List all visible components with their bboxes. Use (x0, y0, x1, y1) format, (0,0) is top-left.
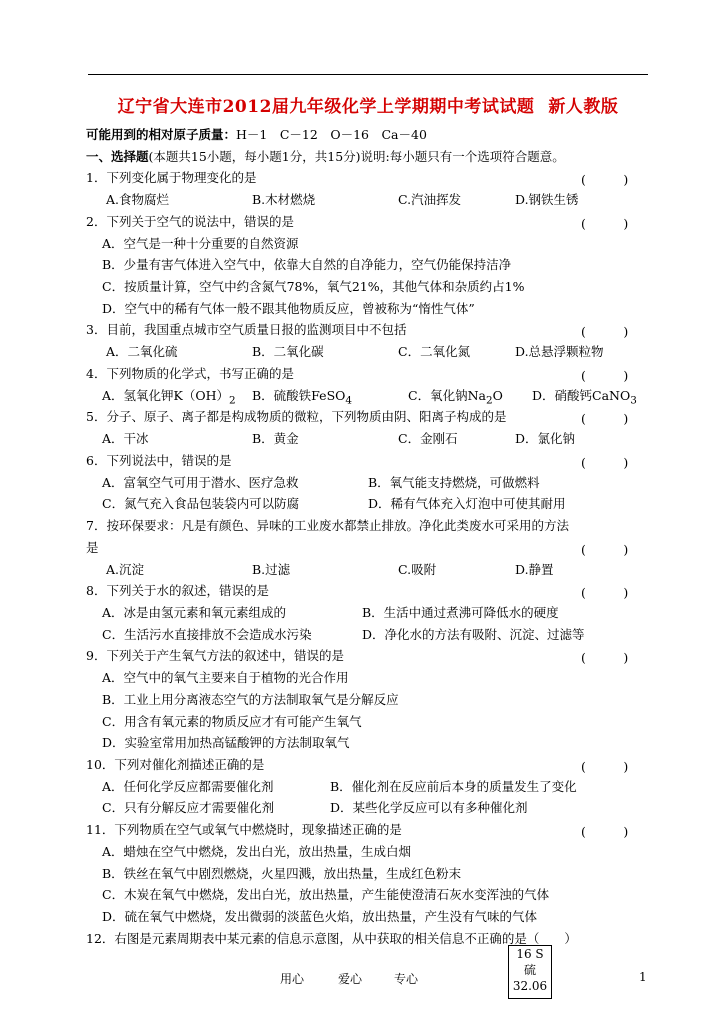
q3-option-b: B．二氧化碳 (252, 344, 324, 359)
section-note: (本题共15小题，每小题1分，共15分)说明:每小题只有一个选项符合题意。 (148, 149, 565, 164)
q5-option-c: C．金刚石 (398, 431, 458, 446)
section-heading (86, 149, 565, 165)
q2-option-c: C．按质量计算，空气中约含氮气78%，氧气21%，其他气体和杂质约占1% (102, 279, 525, 294)
q10-option-d: D．某些化学反应可以有多种催化剂 (330, 800, 528, 815)
section-title: 一、选择题 (86, 149, 149, 164)
q6-option-d: D．稀有气体充入灯泡中可使其耐用 (368, 496, 566, 511)
q4-option-c-tail: O (492, 388, 503, 403)
q9-option-b: B．工业上用分离液态空气的方法制取氧气是分解反应 (102, 692, 399, 707)
question-7-stem-continued: 是 (86, 540, 99, 555)
q1-option-d: D.钢铁生锈 (515, 192, 579, 207)
q3-option-a: A．二氧化硫 (106, 344, 178, 359)
q4-option-d-text: D．硝酸钙CaNO (532, 388, 631, 403)
q7-option-b: B.过滤 (252, 562, 291, 577)
answer-blank-6[interactable]: ( ) (581, 455, 629, 470)
q2-option-d: D．空气中的稀有气体一般不跟其他物质反应，曾被称为“惰性气体” (102, 301, 475, 316)
element-mass: 32.06 (512, 979, 548, 993)
q9-option-a: A．空气中的氧气主要来自于植物的光合作用 (102, 670, 349, 685)
title-main: 辽宁省大连市2012届九年级化学上学期期中考试试题 (117, 97, 535, 117)
page-number: 1 (639, 970, 647, 984)
answer-blank-1[interactable]: ( ) (581, 172, 629, 187)
question-11-stem: 11．下列物质在空气或氧气中燃烧时，现象描述正确的是 (86, 822, 402, 837)
q3-option-d: D.总悬浮颗粒物 (515, 344, 604, 359)
answer-blank-3[interactable]: ( ) (581, 324, 629, 339)
q1-option-b: B.木材燃烧 (252, 192, 316, 207)
question-4-stem: 4．下列物质的化学式，书写正确的是 (86, 366, 294, 381)
element-name: 硫 (523, 963, 536, 977)
answer-blank-5[interactable]: ( ) (581, 411, 629, 426)
q4-option-c (408, 388, 503, 409)
question-2-stem: 2．下列关于空气的说法中，错误的是 (86, 214, 294, 229)
q4-option-d (532, 388, 637, 409)
q4-option-c-subscript: 2 (485, 394, 493, 407)
q4-option-b-subscript: 4 (345, 394, 353, 407)
question-1-stem: 1．下列变化属于物理变化的是 (86, 170, 257, 185)
page-title (88, 92, 648, 117)
q2-option-a: A．空气是一种十分重要的自然资源 (102, 236, 299, 251)
footer-word-2: 爱心 (338, 972, 363, 986)
answer-blank-7[interactable]: ( ) (581, 542, 629, 557)
q6-option-a: A．富氧空气可用于潜水、医疗急救 (102, 475, 299, 490)
q10-option-a: A．任何化学反应都需要催化剂 (102, 779, 274, 794)
question-10-stem: 10．下列对催化剂描述正确的是 (86, 757, 265, 772)
q10-option-c: C．只有分解反应才需要催化剂 (102, 800, 275, 815)
answer-blank-8[interactable]: ( ) (581, 585, 629, 600)
q7-option-d: D.静置 (515, 562, 554, 577)
atomic-masses-values: H－1 C－12 O－16 Ca－40 (236, 127, 427, 142)
answer-blank-4[interactable]: ( ) (581, 368, 629, 383)
element-info-card (508, 945, 552, 999)
q8-option-d: D．净化水的方法有吸附、沉淀、过滤等 (362, 627, 585, 642)
q4-option-a (102, 388, 236, 409)
q11-option-c: C．木炭在氧气中燃烧，发出白光，放出热量，产生能使澄清石灰水变浑浊的气体 (102, 887, 550, 902)
question-7-stem: 7．按环保要求：凡是有颜色、异味的工业废水都禁止排放。净化此类废水可采用的方法 (86, 518, 569, 533)
q1-option-a: A.食物腐烂 (106, 192, 170, 207)
header-rule (88, 74, 648, 75)
title-edition: 新人教版 (548, 97, 619, 117)
q9-option-d: D．实验室常用加热高锰酸钾的方法制取氧气 (102, 735, 350, 750)
question-8-stem: 8．下列关于水的叙述，错误的是 (86, 583, 269, 598)
element-number-symbol: 16 S (516, 947, 544, 961)
q10-option-b: B．催化剂在反应前后本身的质量发生了变化 (330, 779, 577, 794)
question-9-stem: 9．下列关于产生氧气方法的叙述中，错误的是 (86, 648, 344, 663)
q4-option-a-subscript: 2 (229, 394, 236, 407)
q4-option-a-text: A．氢氧化钾K（OH） (102, 388, 230, 403)
q4-option-d-subscript: 3 (630, 394, 637, 407)
q6-option-c: C．氮气充入食品包装袋内可以防腐 (102, 496, 300, 511)
q2-option-b: B．少量有害气体进入空气中，依靠大自然的自净能力，空气仍能保持洁净 (102, 257, 512, 272)
q6-option-b: B．氧气能支持燃烧，可做燃料 (368, 475, 540, 490)
q7-option-a: A.沉淀 (106, 562, 145, 577)
question-12-stem: 12．右图是元素周期表中某元素的信息示意图，从中获取的相关信息不正确的是（ ） (86, 931, 577, 946)
q8-option-a: A．冰是由氢元素和氧元素组成的 (102, 605, 287, 620)
atomic-masses-label: 可能用到的相对原子质量： (86, 127, 237, 142)
q11-option-a: A．蜡烛在空气中燃烧，发出白光，放出热量，生成白烟 (102, 844, 412, 859)
q7-option-c: C.吸附 (398, 562, 437, 577)
question-5-stem: 5．分子、原子、离子都是构成物质的微粒，下列物质由阴、阳离子构成的是 (86, 409, 507, 424)
q5-option-d: D．氯化钠 (515, 431, 576, 446)
q5-option-b: B．黄金 (252, 431, 299, 446)
q4-option-b (252, 388, 352, 409)
q9-option-c: C．用含有氧元素的物质反应才有可能产生氧气 (102, 714, 362, 729)
question-6-stem: 6．下列说法中，错误的是 (86, 453, 232, 468)
answer-blank-11[interactable]: ( ) (581, 824, 629, 839)
q3-option-c: C．二氧化氮 (398, 344, 471, 359)
q1-option-c: C.汽油挥发 (398, 192, 462, 207)
answer-blank-2[interactable]: ( ) (581, 216, 629, 231)
q8-option-c: C．生活污水直接排放不会造成水污染 (102, 627, 312, 642)
q4-option-c-text: C．氧化钠Na (408, 388, 486, 403)
answer-blank-10[interactable]: ( ) (581, 759, 629, 774)
atomic-masses (86, 127, 427, 143)
q8-option-b: B．生活中通过煮沸可降低水的硬度 (362, 605, 559, 620)
question-3-stem: 3．目前，我国重点城市空气质量日报的监测项目中不包括 (86, 322, 407, 337)
q11-option-d: D．硫在氧气中燃烧，发出微弱的淡蓝色火焰，放出热量，产生没有气味的气体 (102, 909, 538, 924)
footer-word-3: 专心 (394, 972, 419, 986)
q4-option-b-text: B．硫酸铁FeSO (252, 388, 346, 403)
q5-option-a: A．干冰 (102, 431, 149, 446)
q11-option-b: B．铁丝在氧气中剧烈燃烧，火星四溅，放出热量，生成红色粉末 (102, 866, 462, 881)
answer-blank-9[interactable]: ( ) (581, 650, 629, 665)
footer-word-1: 用心 (280, 972, 305, 986)
